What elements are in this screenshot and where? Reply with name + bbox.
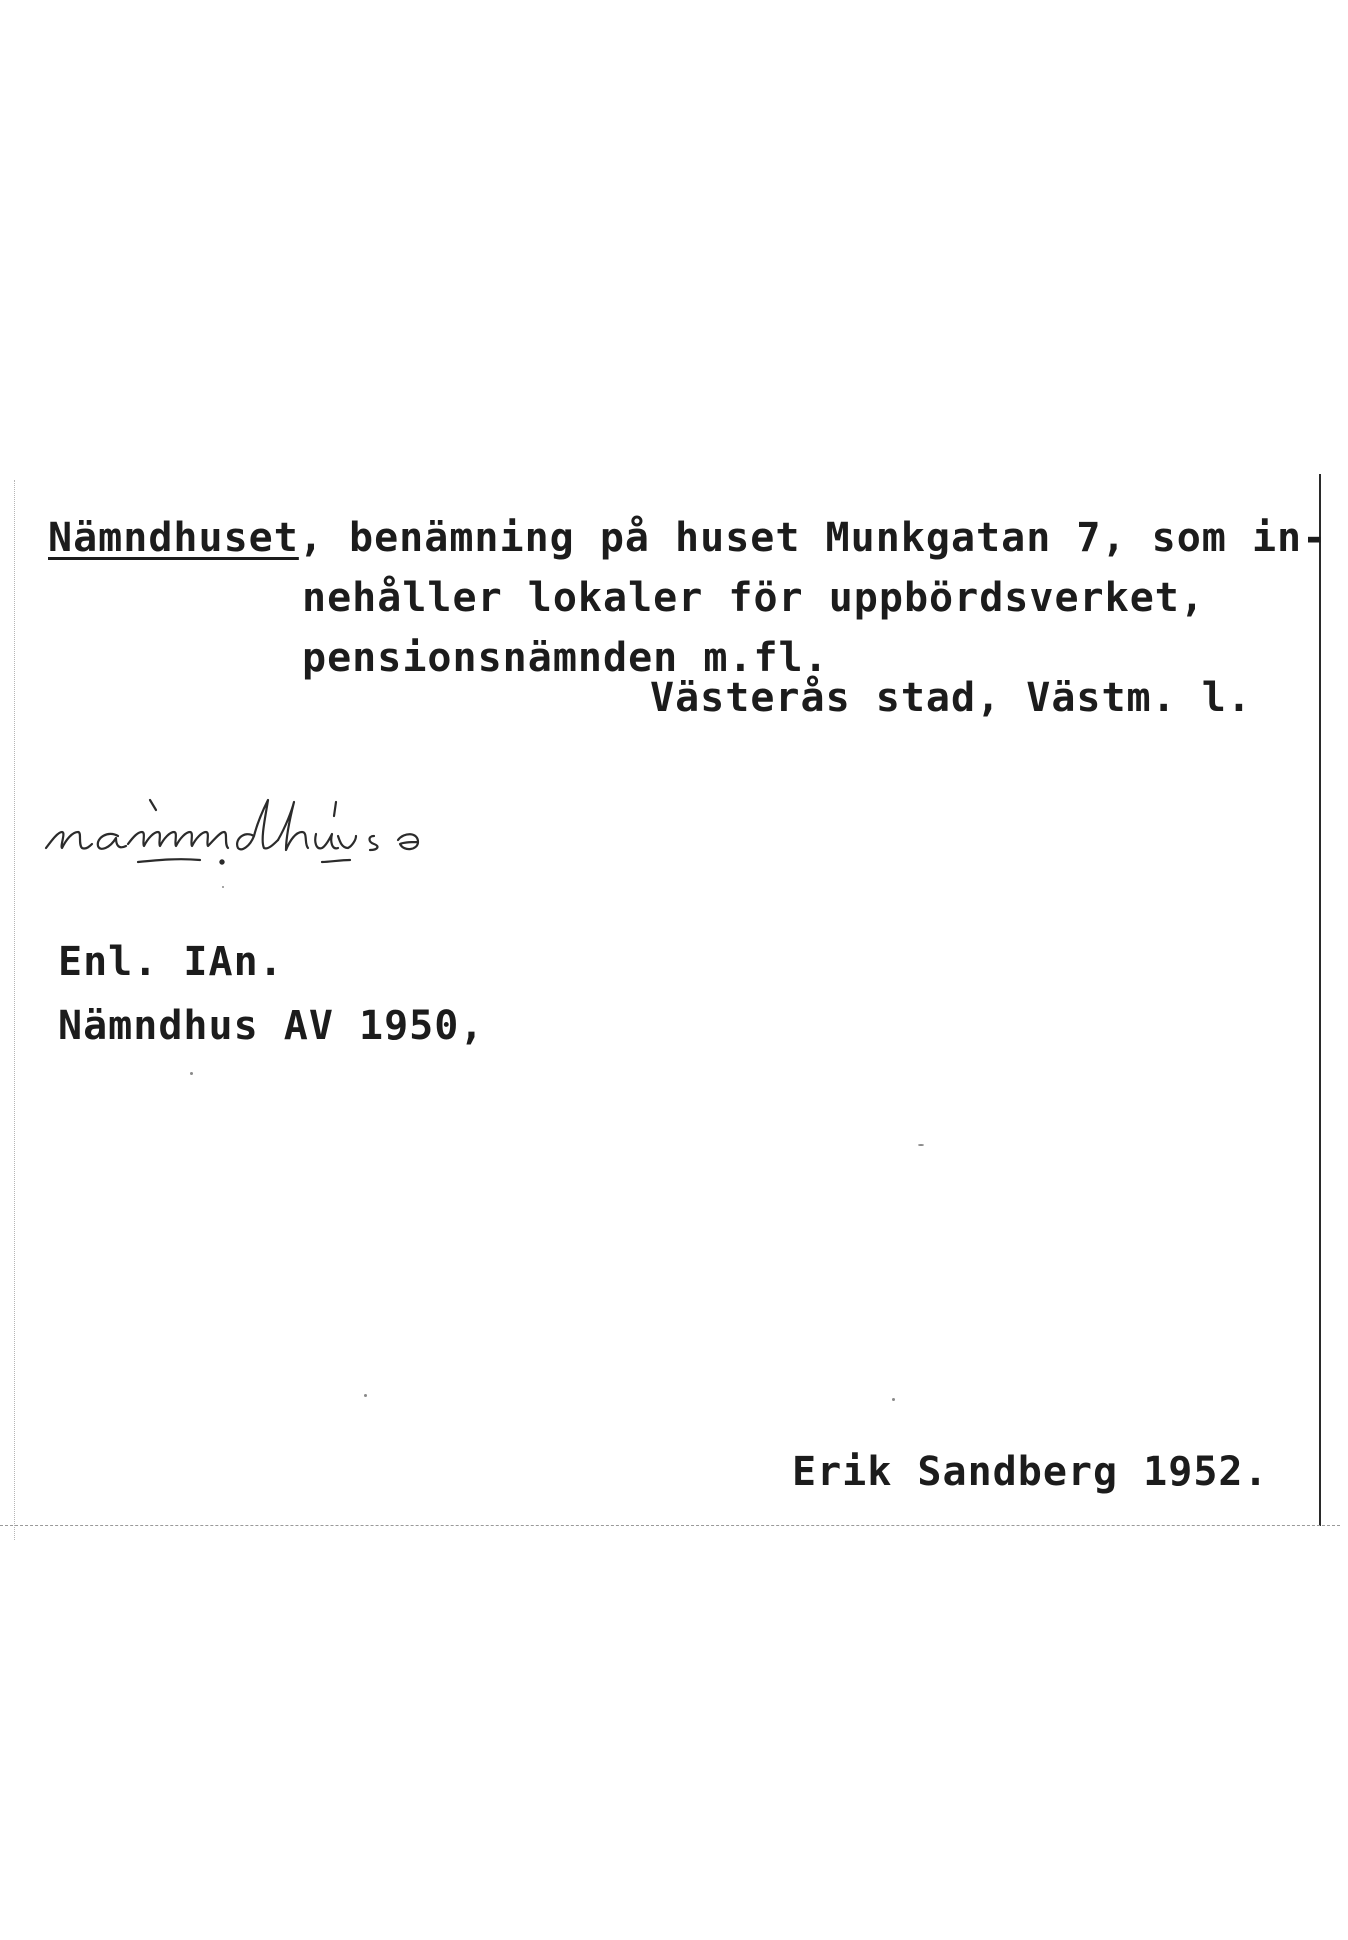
paper-speck — [918, 1144, 924, 1146]
paper-speck — [190, 1072, 193, 1075]
definition-line-2: nehåller lokaler för uppbördsverket, — [302, 575, 1205, 621]
paper-speck — [364, 1394, 367, 1397]
source-location: Västerås stad, Västm. l. — [650, 675, 1252, 721]
card-bottom-edge — [0, 1525, 1340, 1526]
handwritten-transcription — [38, 770, 598, 880]
reference-line-1: Enl. IAn. — [58, 939, 284, 985]
reference-line-2: Nämndhus AV 1950, — [58, 1003, 485, 1049]
definition-line-1-rest: , benämning på huset Munkgatan 7, som in- — [298, 515, 1328, 561]
card-right-edge — [1319, 474, 1321, 1526]
definition-line-1 — [48, 515, 1328, 561]
definition-line-3: pensionsnämnden m.fl. — [302, 635, 829, 681]
paper-speck — [892, 1398, 895, 1401]
headword: Nämndhuset — [48, 515, 299, 561]
collector-signature: Erik Sandberg 1952. — [792, 1449, 1269, 1495]
paper-speck — [222, 886, 224, 888]
card-left-edge — [14, 480, 15, 1540]
